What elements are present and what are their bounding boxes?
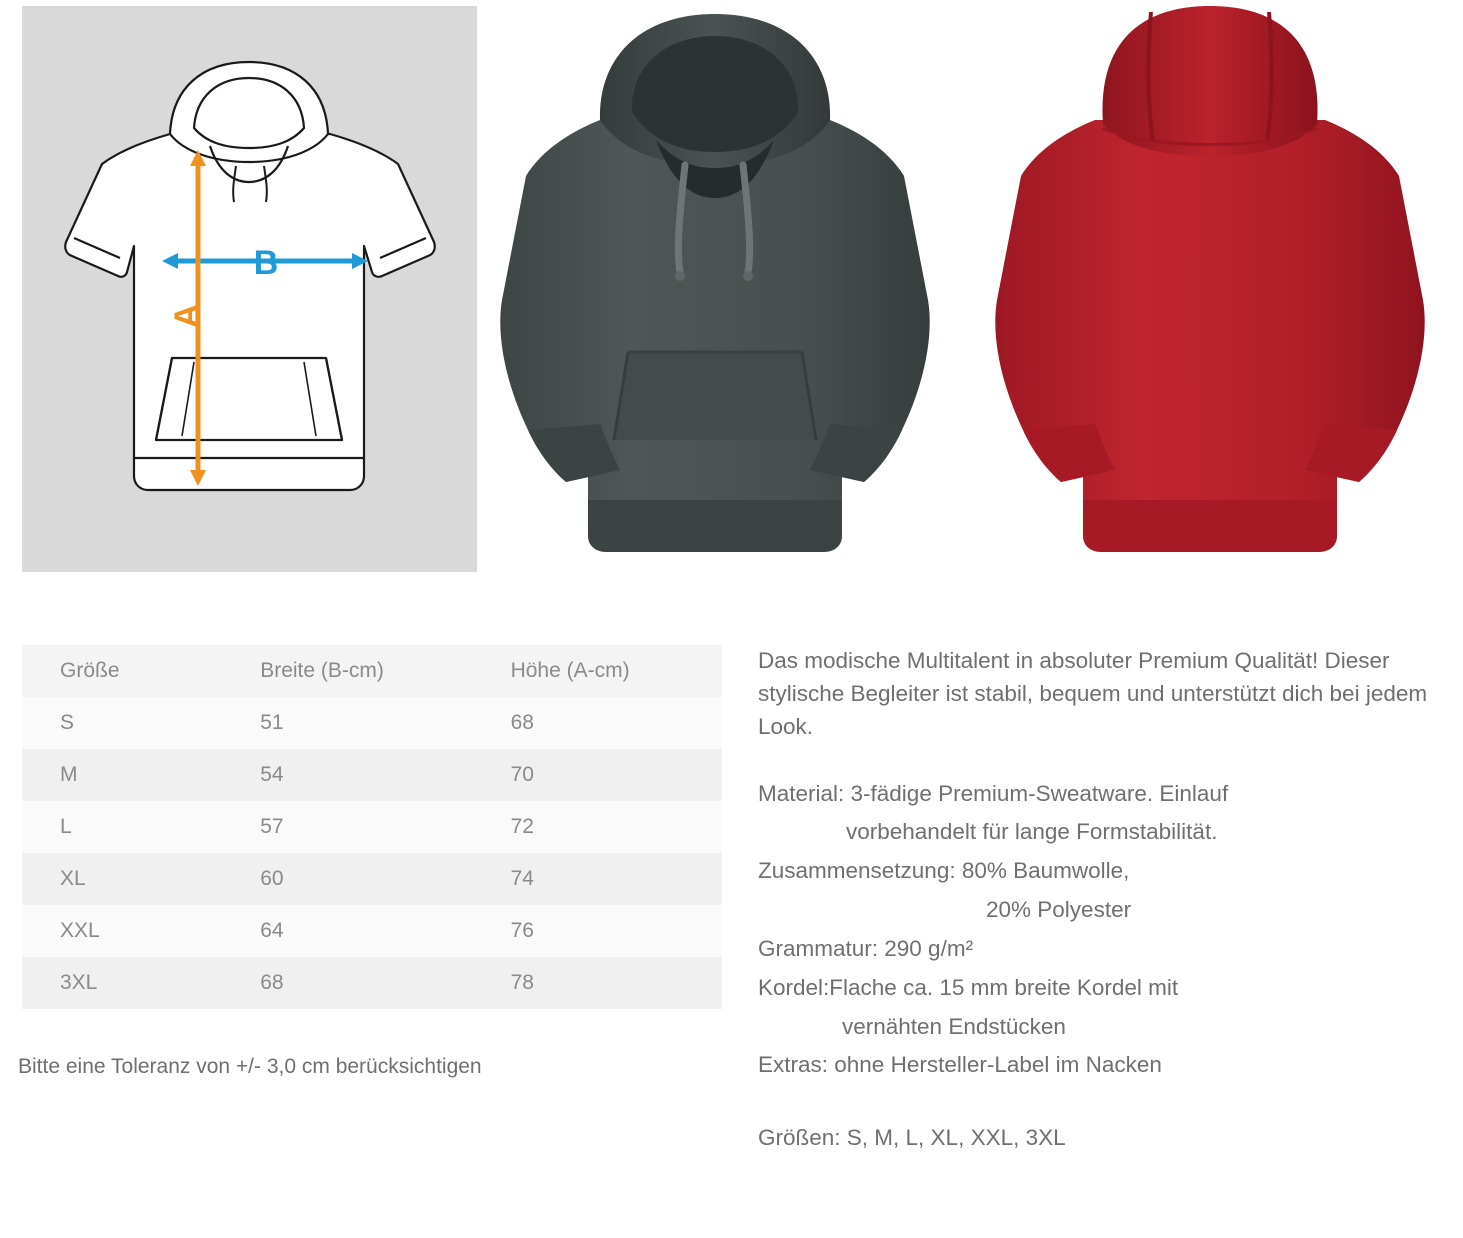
description-composition-line-1: Zusammensetzung: 80% Baumwolle, bbox=[758, 858, 1130, 884]
header-height: Höhe (A-cm) bbox=[510, 659, 630, 682]
cell-width: 64 bbox=[260, 919, 284, 942]
cell-height: 74 bbox=[510, 867, 534, 890]
tolerance-note: Bitte eine Toleranz von +/- 3,0 cm berücksichtigen bbox=[18, 1055, 482, 1078]
cell-height: 76 bbox=[510, 919, 534, 942]
size-table bbox=[22, 645, 722, 1009]
description-spacer bbox=[758, 1088, 1448, 1122]
cell-size: S bbox=[60, 711, 75, 734]
description-composition-line-2: 20% Polyester bbox=[986, 897, 1132, 923]
cell-width: 60 bbox=[260, 867, 284, 890]
description-kordel-line-1: Kordel:Flache ca. 15 mm breite Kordel mit bbox=[758, 974, 1179, 1000]
table-row bbox=[22, 697, 722, 749]
description-kordel-line-2: vernähten Endstücken bbox=[842, 1013, 1066, 1039]
header-size: Größe bbox=[60, 659, 120, 682]
header-width: Breite (B-cm) bbox=[260, 659, 384, 682]
hoodie-front-image bbox=[480, 0, 950, 570]
cell-size: XL bbox=[60, 867, 86, 890]
cell-size: L bbox=[60, 815, 72, 838]
cell-size: M bbox=[60, 763, 78, 786]
table-row bbox=[22, 749, 722, 801]
cell-width: 57 bbox=[260, 815, 284, 838]
cell-height: 68 bbox=[510, 711, 534, 734]
hoodie-back-image bbox=[975, 0, 1445, 570]
description-sizes: Größen: S, M, L, XL, XXL, 3XL bbox=[758, 1125, 1066, 1151]
description-grammatur: Grammatur: 290 g/m² bbox=[758, 935, 974, 961]
description-material-line-1: Material: 3-fädige Premium-Sweatware. Einlauf bbox=[758, 780, 1229, 806]
table-row bbox=[22, 853, 722, 905]
table-header-row bbox=[22, 645, 722, 697]
table-row bbox=[22, 801, 722, 853]
cell-height: 78 bbox=[510, 971, 534, 994]
cell-width: 68 bbox=[260, 971, 284, 994]
cell-size: XXL bbox=[60, 919, 100, 942]
cell-height: 70 bbox=[510, 763, 534, 786]
cell-height: 72 bbox=[510, 815, 534, 838]
product-description bbox=[758, 645, 1448, 1161]
cell-size: 3XL bbox=[60, 971, 98, 994]
description-intro: Das modische Multitalent in absoluter Premium Qualität! Dieser stylische Begleiter ist stabil, bequem und unterstützt dich bei jedem Look. bbox=[758, 648, 1428, 739]
table-row bbox=[22, 905, 722, 957]
description-extras: Extras: ohne Hersteller-Label im Nacken bbox=[758, 1052, 1162, 1078]
table-row bbox=[22, 957, 722, 1009]
label-a: A bbox=[168, 303, 206, 329]
measurement-diagram bbox=[22, 6, 477, 572]
product-images-row bbox=[0, 0, 1463, 600]
description-material-line-2: vorbehandelt für lange Formstabilität. bbox=[846, 819, 1218, 845]
label-b: B bbox=[253, 244, 279, 282]
cell-width: 51 bbox=[260, 711, 284, 734]
cell-width: 54 bbox=[260, 763, 284, 786]
